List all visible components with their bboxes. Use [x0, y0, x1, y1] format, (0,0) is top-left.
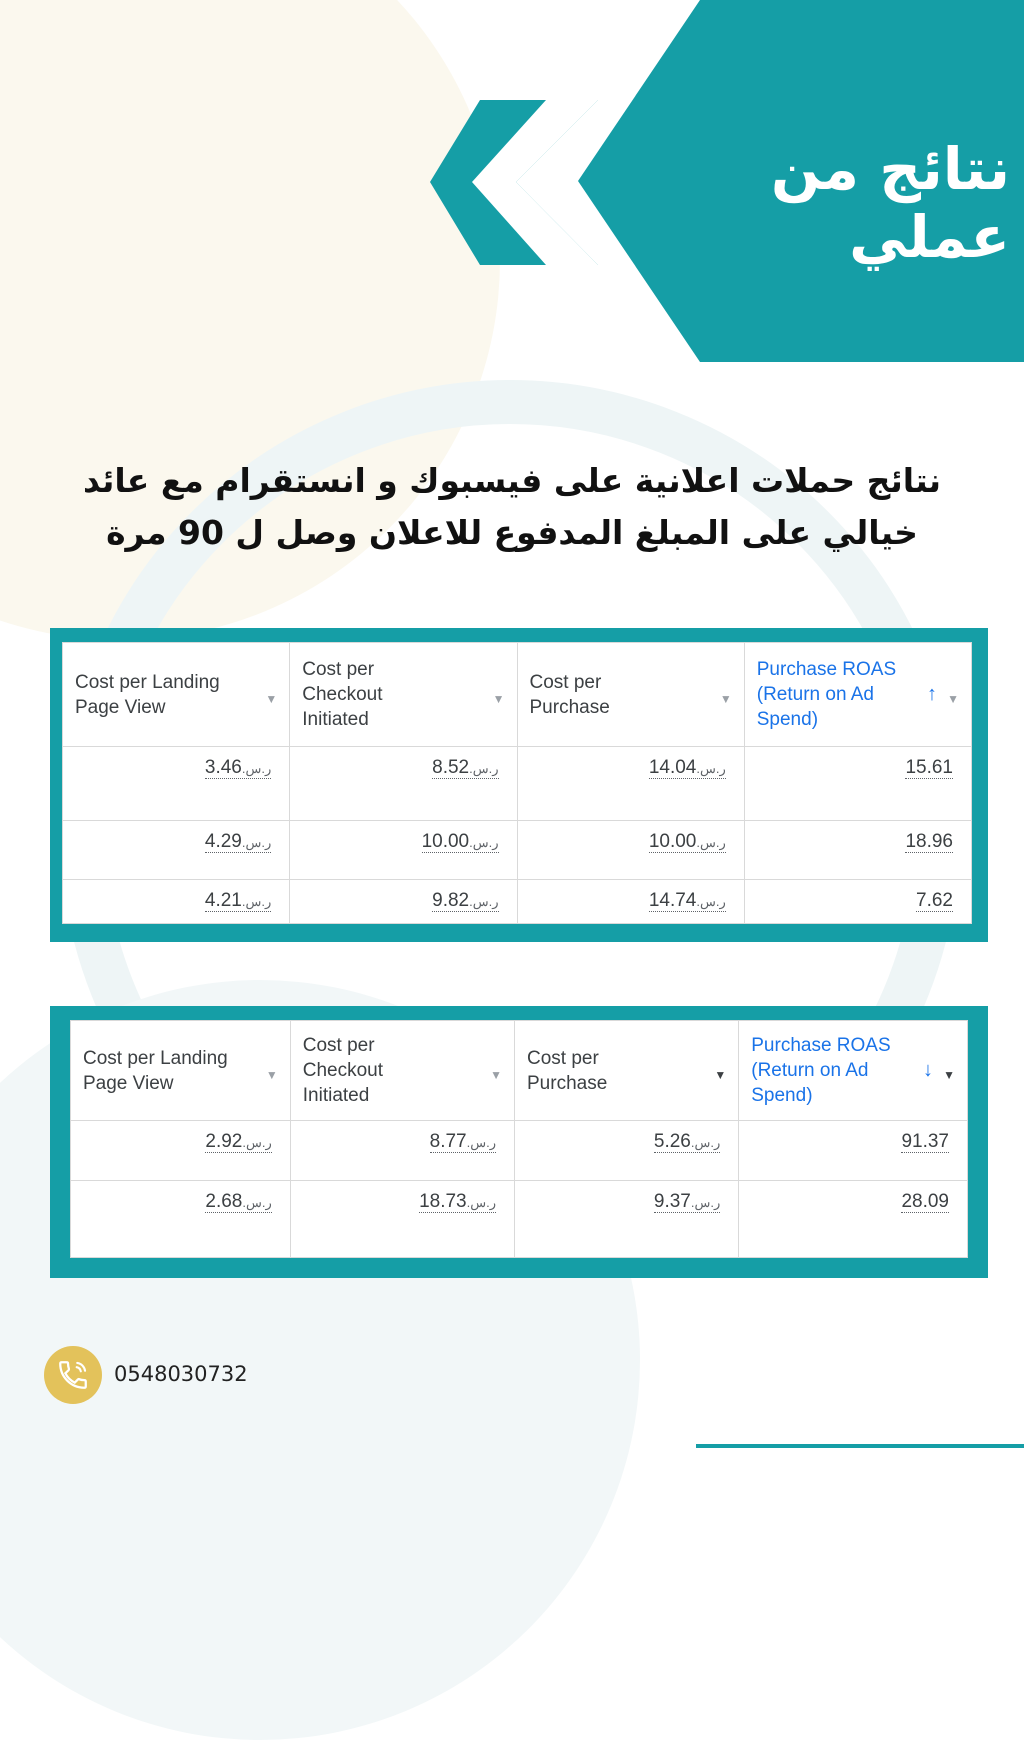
results-table-1	[62, 642, 972, 924]
caret-down-icon[interactable]: ▼	[714, 1067, 727, 1082]
cell-roas: 91.37	[739, 1121, 968, 1181]
table-row	[63, 821, 972, 880]
cell-purchase: ر.س.14.74	[517, 880, 744, 924]
cell-checkout: ر.س.9.82	[290, 880, 517, 924]
cell-roas: 18.96	[744, 821, 971, 880]
table-row	[63, 880, 972, 924]
subtitle	[60, 455, 964, 559]
column-header-purchase[interactable]: Cost per Purchase ▼	[515, 1021, 739, 1121]
column-header-checkout[interactable]: Cost per Checkout Initiated ▼	[290, 643, 517, 747]
cell-checkout: ر.س.8.52	[290, 747, 517, 821]
caret-down-icon[interactable]: ▼	[947, 691, 959, 706]
caret-down-icon[interactable]: ▼	[492, 691, 505, 706]
table-header-row	[71, 1021, 968, 1121]
caret-down-icon[interactable]: ▼	[719, 691, 732, 706]
phone-badge[interactable]	[44, 1346, 102, 1404]
phone-icon	[56, 1358, 90, 1392]
column-header-purchase[interactable]: Cost per Purchase ▼	[517, 643, 744, 747]
caret-down-icon[interactable]: ▼	[943, 1067, 955, 1082]
results-table-1-frame	[50, 628, 988, 942]
sort-arrow-icon[interactable]: ↓	[923, 1058, 933, 1081]
column-header-landing[interactable]: Cost per Landing Page View ▼	[71, 1021, 291, 1121]
caret-down-icon[interactable]: ▼	[265, 1067, 278, 1082]
results-table-2-frame	[50, 1006, 988, 1278]
cell-landing: ر.س.2.68	[71, 1181, 291, 1258]
cell-checkout: ر.س.8.77	[290, 1121, 514, 1181]
cell-roas: 28.09	[739, 1181, 968, 1258]
table-row	[63, 747, 972, 821]
cell-purchase: ر.س.10.00	[517, 821, 744, 880]
cell-checkout: ر.س.10.00	[290, 821, 517, 880]
table-header-row	[63, 643, 972, 747]
column-header-roas[interactable]: Purchase ROAS (Return on Ad Spend) ↑ ▼	[744, 643, 971, 747]
cell-purchase: ر.س.14.04	[517, 747, 744, 821]
column-header-landing[interactable]: Cost per Landing Page View ▼	[63, 643, 290, 747]
cell-roas: 15.61	[744, 747, 971, 821]
subtitle-line-2: خيالي على المبلغ المدفوع للاعلان وصل ل 90 مرة	[106, 513, 918, 552]
cell-checkout: ر.س.18.73	[290, 1181, 514, 1258]
phone-number[interactable]: 0548030732	[114, 1362, 248, 1386]
table-row	[71, 1181, 968, 1258]
bottom-accent-line	[696, 1444, 1024, 1448]
column-header-roas[interactable]: Purchase ROAS (Return on Ad Spend) ↓ ▼	[739, 1021, 968, 1121]
cell-purchase: ر.س.9.37	[515, 1181, 739, 1258]
cell-landing: ر.س.3.46	[63, 747, 290, 821]
sort-arrow-icon[interactable]: ↑	[927, 682, 937, 705]
caret-down-icon[interactable]: ▼	[265, 691, 278, 706]
cell-landing: ر.س.2.92	[71, 1121, 291, 1181]
cell-roas: 7.62	[744, 880, 971, 924]
results-table-2	[70, 1020, 968, 1258]
page-title: نتائج من عملي	[770, 135, 1010, 271]
subtitle-line-1: نتائج حملات اعلانية على فيسبوك و انستقرام مع عائد	[82, 461, 942, 500]
caret-down-icon[interactable]: ▼	[490, 1067, 502, 1082]
cell-purchase: ر.س.5.26	[515, 1121, 739, 1181]
column-header-checkout[interactable]: Cost per Checkout Initiated ▼	[290, 1021, 514, 1121]
cell-landing: ر.س.4.29	[63, 821, 290, 880]
cell-landing: ر.س.4.21	[63, 880, 290, 924]
table-row	[71, 1121, 968, 1181]
